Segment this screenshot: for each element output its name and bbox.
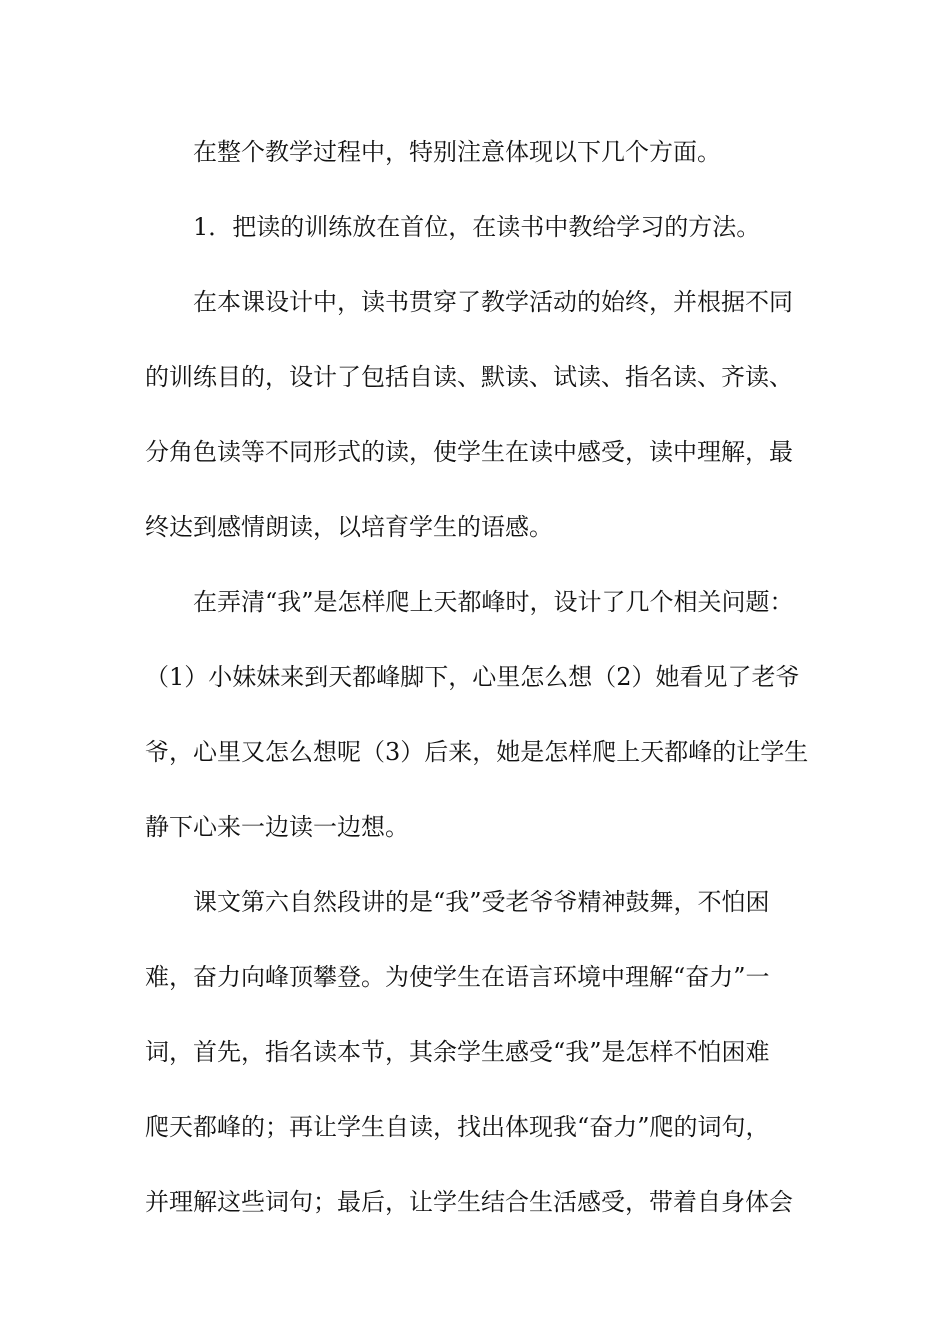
paragraph-intro: 在整个教学过程中，特别注意体现以下几个方面。 <box>193 138 721 166</box>
paragraph-line: （1）小妹妹来到天都峰脚下，心里怎么想（2）她看见了老爷 <box>145 663 800 691</box>
paragraph-line: 的训练目的，设计了包括自读、默读、试读、指名读、齐读、 <box>145 363 793 391</box>
paragraph-line: 难，奋力向峰顶攀登。为使学生在语言环境中理解“奋力”一 <box>145 963 770 991</box>
paragraph-line: 分角色读等不同形式的读，使学生在读中感受，读中理解，最 <box>145 438 793 466</box>
paragraph-line: 终达到感情朗读，以培育学生的语感。 <box>145 513 553 541</box>
paragraph-line: 在弄清“我”是怎样爬上天都峰时，设计了几个相关问题： <box>193 588 794 616</box>
paragraph-line: 在本课设计中，读书贯穿了教学活动的始终，并根据不同 <box>193 288 793 316</box>
paragraph-line: 并理解这些词句；最后，让学生结合生活感受，带着自身体会 <box>145 1188 793 1216</box>
paragraph-line: 爷，心里又怎么想呢（3）后来，她是怎样爬上天都峰的让学生 <box>145 738 809 766</box>
point-1-heading: 1．把读的训练放在首位，在读书中教给学习的方法。 <box>193 213 761 241</box>
paragraph-line: 爬天都峰的；再让学生自读，找出体现我“奋力”爬的词句， <box>145 1113 770 1141</box>
paragraph-line: 静下心来一边读一边想。 <box>145 813 409 841</box>
paragraph-line: 词，首先，指名读本节，其余学生感受“我”是怎样不怕困难 <box>145 1038 770 1066</box>
paragraph-line: 课文第六自然段讲的是“我”受老爷爷精神鼓舞，不怕困 <box>193 888 770 916</box>
